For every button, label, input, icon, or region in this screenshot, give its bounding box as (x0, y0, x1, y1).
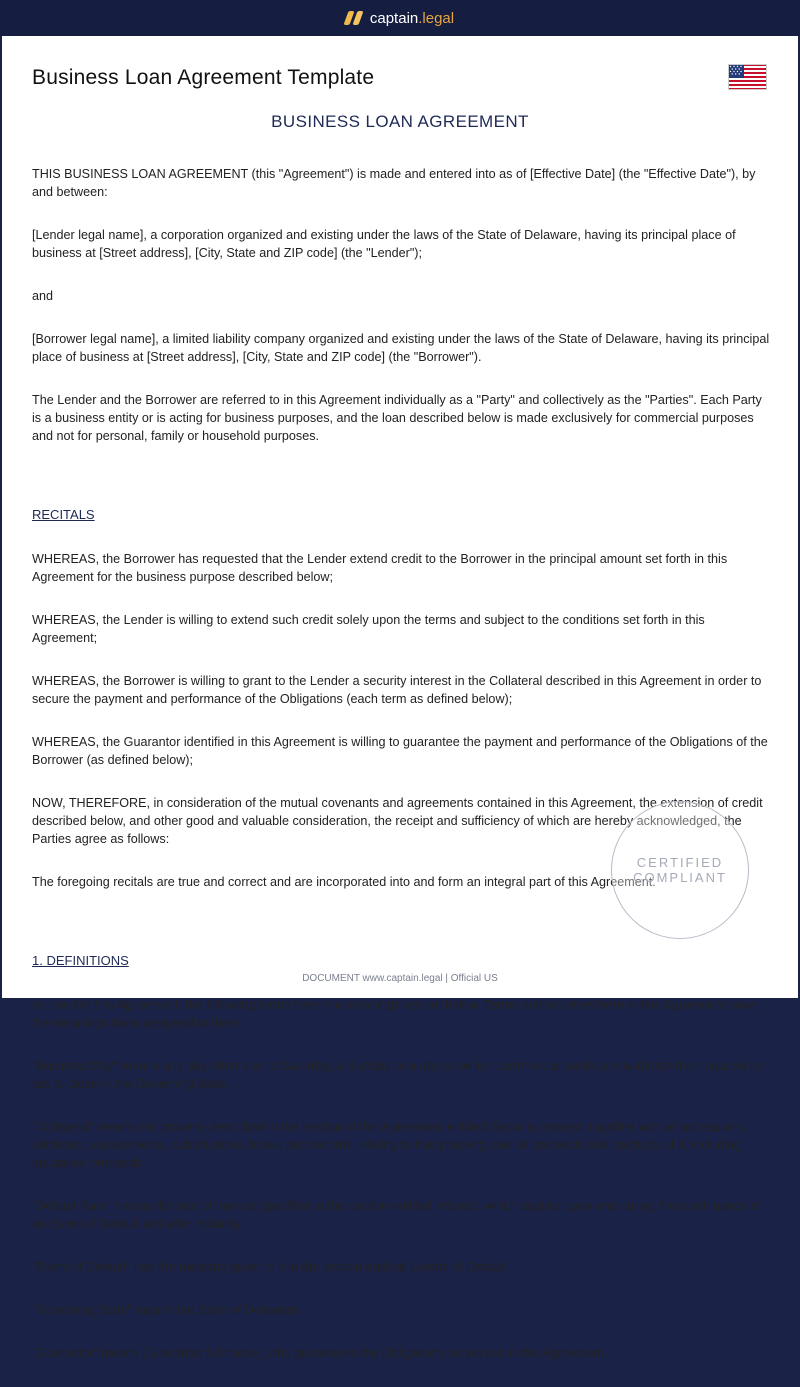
definition-paragraph: "Governing State" means the State of Delaware. (32, 1303, 302, 1317)
recital-paragraph: NOW, THEREFORE, in consideration of the mutual covenants and agreements contained in this Agreement, the extension of credit described below, and other good and valuable consideration, the receipt and sufficiency of which are hereby acknowledged, the Parties agree as follows: (32, 796, 763, 846)
captain-logo-icon (346, 11, 361, 25)
page-title: Business Loan Agreement Template (32, 66, 375, 89)
brand-name: captain.legal (369, 9, 455, 27)
us-flag-icon[interactable] (728, 64, 767, 90)
recital-paragraph: WHEREAS, the Guarantor identified in this Agreement is willing to guarantee the payment and performance of the Obligations of the Borrower (as defined below); (32, 735, 768, 767)
section-heading-recitals: RECITALS (32, 507, 95, 522)
certified-compliant-stamp (611, 801, 749, 939)
definition-paragraph: "Guarantor" means [Guarantor full name], who guarantees the Obligations as set out in this Agreement. (32, 1346, 608, 1360)
definition-paragraph: "Default Rate" means the rate of interest specified in the section entitled Interest, which applies upon and during the continuance of an Event of Default and after maturity. (32, 1199, 762, 1231)
stamp-line: CERTIFIED (636, 855, 724, 870)
stamp-line: COMPLIANT (633, 870, 727, 885)
top-bar (0, 0, 800, 36)
section-heading-definitions: 1. DEFINITIONS (32, 953, 129, 968)
intro-paragraph: [Borrower legal name], a limited liability company organized and existing under the laws of the State of Delaware, having its principal place of business at [Street address], [City, State and ZIP code] (the "Borrower"). (32, 332, 770, 364)
recital-paragraph: The foregoing recitals are true and correct and are incorporated into and form an integral part of this Agreement. (32, 875, 656, 889)
intro-paragraph: [Lender legal name], a corporation organized and existing under the laws of the State of Delaware, having its principal place of business at [Street address], [City, State and ZIP code] (the "Lender"); (32, 228, 736, 260)
recital-paragraph: WHEREAS, the Lender is willing to extend such credit solely upon the terms and subject to the conditions set forth in this Agreement; (32, 613, 705, 645)
document-heading: BUSINESS LOAN AGREEMENT (271, 112, 529, 131)
page-footer: DOCUMENT www.captain.legal | Official US (302, 973, 498, 984)
document-page (2, 36, 798, 1360)
brand-logo[interactable] (346, 10, 454, 27)
definition-paragraph: "Business Day" means any day other than a Saturday, a Sunday or a day on which commercial banks are authorized or required by law to close in the Governing State. (32, 1059, 764, 1091)
recital-paragraph: WHEREAS, the Borrower has requested that the Lender extend credit to the Borrower in the principal amount set forth in this Agreement for the business purpose described below; (32, 552, 728, 584)
intro-paragraph: The Lender and the Borrower are referred to in this Agreement individually as a "Party" and collectively as the "Parties". Each Party is a business entity or is acting for business purposes, and the loan described below is made exclusively for commercial purposes and not for personal, family or household purposes. (32, 393, 762, 443)
intro-paragraph: THIS BUSINESS LOAN AGREEMENT (this "Agreement") is made and entered into as of [Effective Date] (the "Effective Date"), by and between: (32, 167, 756, 199)
definition-paragraph: "Collateral" means the property described in the section of this Agreement entitled Security Interest, together with all accessions, additions, replacements, substitutions, books and records relating to that property, and all proceeds and products of it, including insurance proceeds. (32, 1120, 747, 1170)
recital-paragraph: WHEREAS, the Borrower is willing to grant to the Lender a security interest in the Collateral described in this Agreement in order to secure the payment and performance of the Obligations (each term as defined below); (32, 674, 762, 706)
definition-paragraph: As used in this Agreement, the following terms have the meanings set out below. Terms defined elsewhere in this Agreement have the meanings there assigned to them. (32, 998, 756, 1030)
definition-paragraph: "Event of Default" has the meaning given to it in the section entitled Events of Default. (32, 1260, 510, 1274)
intro-paragraph: and (32, 289, 54, 303)
